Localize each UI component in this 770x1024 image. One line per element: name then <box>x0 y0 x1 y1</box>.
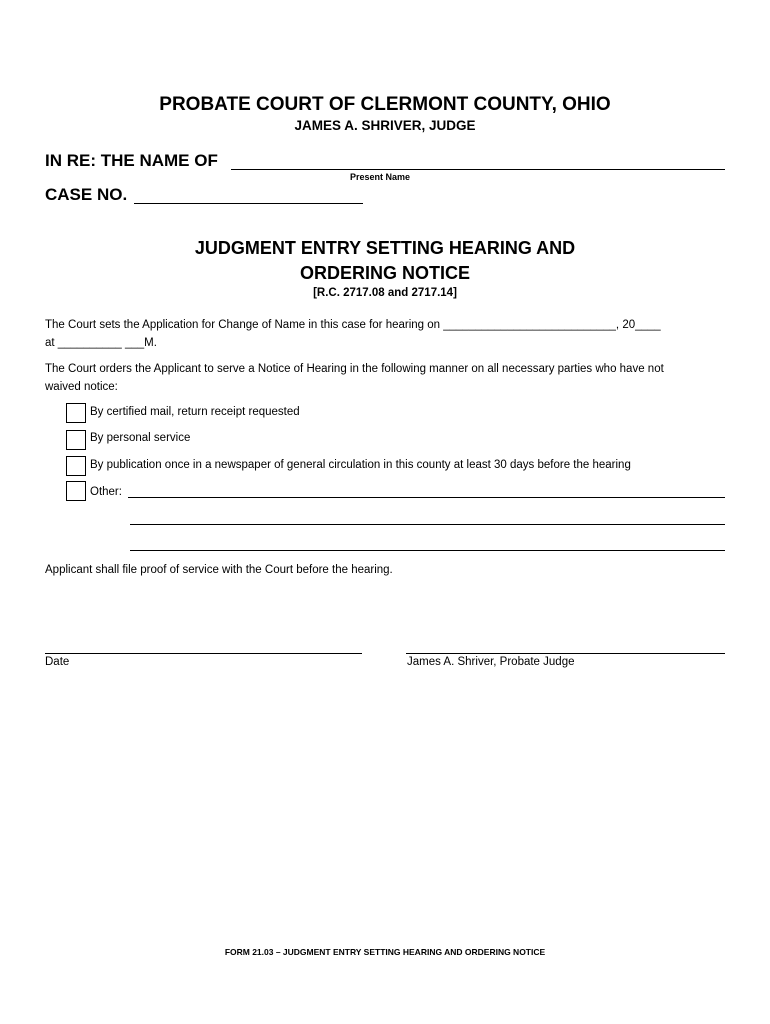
certified-mail-label: By certified mail, return receipt requested <box>90 406 300 418</box>
date-label: Date <box>45 656 70 668</box>
proof-of-service-sentence: Applicant shall file proof of service with the Court before the hearing. <box>45 564 393 576</box>
publication-checkbox[interactable] <box>66 456 86 476</box>
court-title: PROBATE COURT OF CLERMONT COUNTY, OHIO <box>159 94 611 115</box>
personal-service-checkbox[interactable] <box>66 430 86 450</box>
judge-signature-line[interactable] <box>406 653 725 654</box>
statute-reference: [R.C. 2717.08 and 2717.14] <box>313 287 457 299</box>
hearing-paragraph <box>45 316 735 352</box>
judge-name: JAMES A. SHRIVER, JUDGE <box>294 118 476 133</box>
other-label: Other: <box>90 486 122 498</box>
personal-service-label: By personal service <box>90 432 191 444</box>
in-re-label: IN RE: THE NAME OF <box>45 151 218 170</box>
form-title-line-1: JUDGMENT ENTRY SETTING HEARING AND <box>194 238 576 258</box>
present-name-field[interactable] <box>231 169 725 170</box>
other-input-line-2[interactable] <box>130 524 725 525</box>
judge-signature-label: James A. Shriver, Probate Judge <box>407 656 575 668</box>
date-signature-line[interactable] <box>45 653 362 654</box>
other-input-line-1[interactable] <box>128 497 725 498</box>
form-title-line-2: ORDERING NOTICE <box>299 263 470 283</box>
service-paragraph <box>45 360 735 396</box>
service-intro-line-2: waived notice: <box>45 381 118 393</box>
other-checkbox[interactable] <box>66 481 86 501</box>
hearing-sentence-line-2: at __________ ___M. <box>45 337 157 349</box>
case-number-field[interactable] <box>134 203 363 204</box>
certified-mail-checkbox[interactable] <box>66 403 86 423</box>
form-footer: FORM 21.03 – JUDGMENT ENTRY SETTING HEARING AND ORDERING NOTICE <box>224 947 546 957</box>
publication-label: By publication once in a newspaper of general circulation in this county at least 30 days before the hearing <box>90 459 631 471</box>
other-input-line-3[interactable] <box>130 550 725 551</box>
service-intro-line-1: The Court orders the Applicant to serve a Notice of Hearing in the following manner on all necessary parties who have not <box>45 363 664 375</box>
hearing-sentence-line-1: The Court sets the Application for Change of Name in this case for hearing on ___________________________, 20____ <box>45 319 661 331</box>
present-name-hint: Present Name <box>350 172 411 182</box>
case-number-label: CASE NO. <box>45 185 128 204</box>
